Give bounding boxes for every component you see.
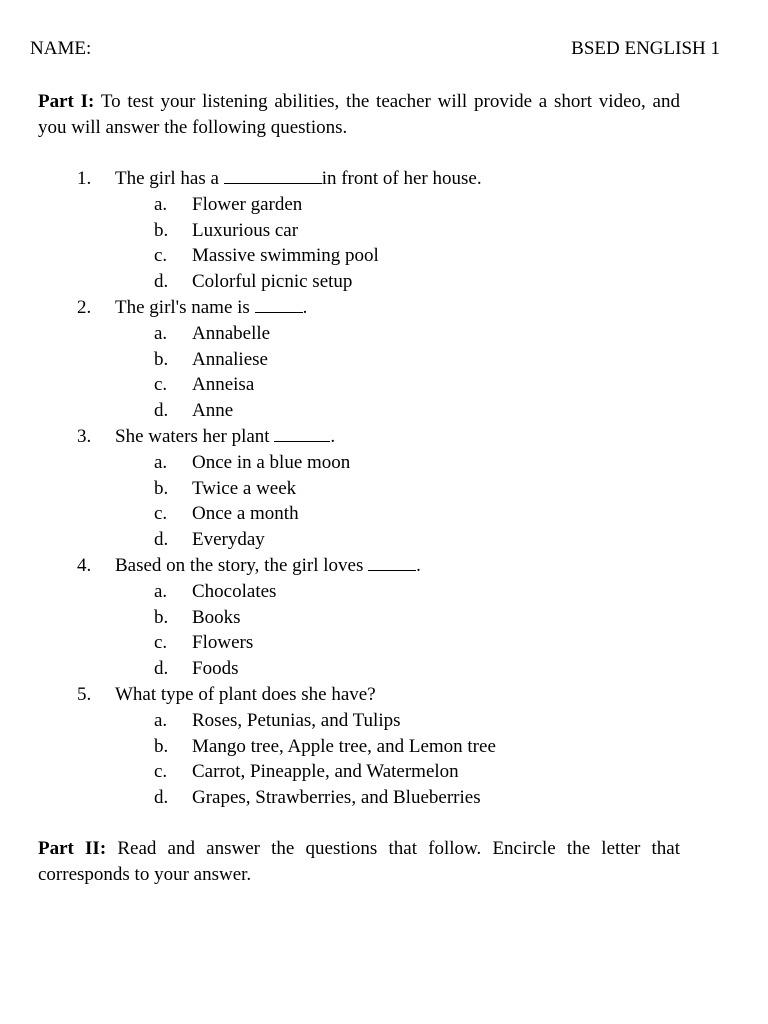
option-letter: a. <box>154 322 168 344</box>
answer-blank[interactable] <box>368 553 416 571</box>
question-number: 3. <box>77 425 92 447</box>
part-1-text: To test your listening abilities, the teacher will provide a short video, and you will answer the following questions. <box>38 91 680 138</box>
option-2b[interactable] <box>0 347 768 373</box>
option-text: Annaliese <box>192 348 268 370</box>
answer-blank[interactable] <box>274 424 330 442</box>
question-text <box>115 553 421 579</box>
option-letter: c. <box>154 761 168 783</box>
part-2-instructions <box>38 836 680 888</box>
question-number: 1. <box>77 168 92 189</box>
option-1c[interactable] <box>0 243 768 269</box>
option-text: Once in a blue moon <box>192 451 351 473</box>
option-2a[interactable] <box>0 321 768 347</box>
option-1a[interactable] <box>0 192 768 218</box>
question-4 <box>0 553 768 579</box>
option-letter: a. <box>154 193 168 215</box>
option-4a[interactable] <box>0 579 768 605</box>
question-text <box>115 166 482 192</box>
option-5b[interactable] <box>0 734 768 760</box>
option-letter: b. <box>154 735 169 757</box>
option-letter: b. <box>154 606 169 628</box>
option-text: Once a month <box>192 503 299 525</box>
option-5d[interactable] <box>0 785 768 811</box>
question-text-after: . <box>416 554 421 576</box>
answer-blank[interactable] <box>255 295 303 313</box>
question-text-before: The girl's name is <box>115 296 255 318</box>
option-letter: a. <box>154 709 168 731</box>
option-text: Mango tree, Apple tree, and Lemon tree <box>192 735 496 757</box>
option-letter: d. <box>154 271 169 293</box>
question-text-before: The girl has a <box>115 168 224 189</box>
option-text: Colorful picnic setup <box>192 271 353 293</box>
option-3a[interactable] <box>0 450 768 476</box>
option-text: Anne <box>192 400 234 422</box>
question-list <box>0 166 768 811</box>
question-2 <box>0 295 768 321</box>
option-letter: a. <box>154 580 168 602</box>
option-text: Everyday <box>192 529 265 551</box>
option-letter: c. <box>154 632 168 654</box>
question-text-after: . <box>330 425 336 447</box>
option-text: Twice a week <box>192 477 297 499</box>
question-text <box>115 424 335 450</box>
option-letter: b. <box>154 348 169 370</box>
question-text <box>115 295 307 321</box>
option-5a[interactable] <box>0 708 768 734</box>
option-letter: d. <box>154 529 169 551</box>
question-text: What type of plant does she have? <box>115 683 376 705</box>
option-text: Flower garden <box>192 193 303 215</box>
question-number: 2. <box>77 296 92 318</box>
question-text-after: . <box>302 296 308 318</box>
option-4b[interactable] <box>0 605 768 631</box>
option-letter: c. <box>154 374 168 396</box>
option-3d[interactable] <box>0 527 768 553</box>
option-text: Chocolates <box>192 580 277 602</box>
question-number: 4. <box>77 554 92 576</box>
option-1b[interactable] <box>0 218 768 244</box>
option-letter: b. <box>154 219 169 241</box>
question-text-before: She waters her plant <box>115 425 275 447</box>
option-letter: c. <box>154 245 168 267</box>
part-1-instructions <box>38 89 680 141</box>
option-4c[interactable] <box>0 630 768 656</box>
worksheet-header <box>30 38 720 64</box>
option-text: Annabelle <box>192 322 271 344</box>
part-2-label: Part II: <box>38 838 107 859</box>
option-2c[interactable] <box>0 372 768 398</box>
part-1-label: Part I: <box>38 91 95 112</box>
option-5c[interactable] <box>0 759 768 785</box>
question-5 <box>0 682 768 708</box>
option-3c[interactable] <box>0 501 768 527</box>
option-text: Massive swimming pool <box>192 245 379 267</box>
option-text: Luxurious car <box>192 219 299 241</box>
option-text: Foods <box>192 658 239 680</box>
option-text: Anneisa <box>192 374 255 396</box>
question-number: 5. <box>77 683 92 705</box>
option-text: Roses, Petunias, and Tulips <box>192 709 401 731</box>
option-3b[interactable] <box>0 476 768 502</box>
name-label: NAME: <box>30 38 92 59</box>
option-text: Grapes, Strawberries, and Blueberries <box>192 787 481 809</box>
question-3 <box>0 424 768 450</box>
option-letter: c. <box>154 503 168 525</box>
option-letter: d. <box>154 658 169 680</box>
option-text: Flowers <box>192 632 254 654</box>
option-text: Carrot, Pineapple, and Watermelon <box>192 761 459 783</box>
option-text: Books <box>192 606 241 628</box>
option-2d[interactable] <box>0 398 768 424</box>
question-1 <box>0 166 768 192</box>
option-4d[interactable] <box>0 656 768 682</box>
option-letter: b. <box>154 477 169 499</box>
course-label: BSED ENGLISH 1 <box>571 38 720 59</box>
question-text-before: Based on the story, the girl loves <box>115 554 369 576</box>
option-letter: d. <box>154 787 169 809</box>
option-1d[interactable] <box>0 269 768 295</box>
question-text-after: in front of her house. <box>321 168 482 189</box>
answer-blank[interactable] <box>224 166 322 184</box>
part-2-text: Read and answer the questions that follow. Encircle the letter that corresponds to your answer. <box>38 838 680 885</box>
option-letter: a. <box>154 451 168 473</box>
option-letter: d. <box>154 400 169 422</box>
